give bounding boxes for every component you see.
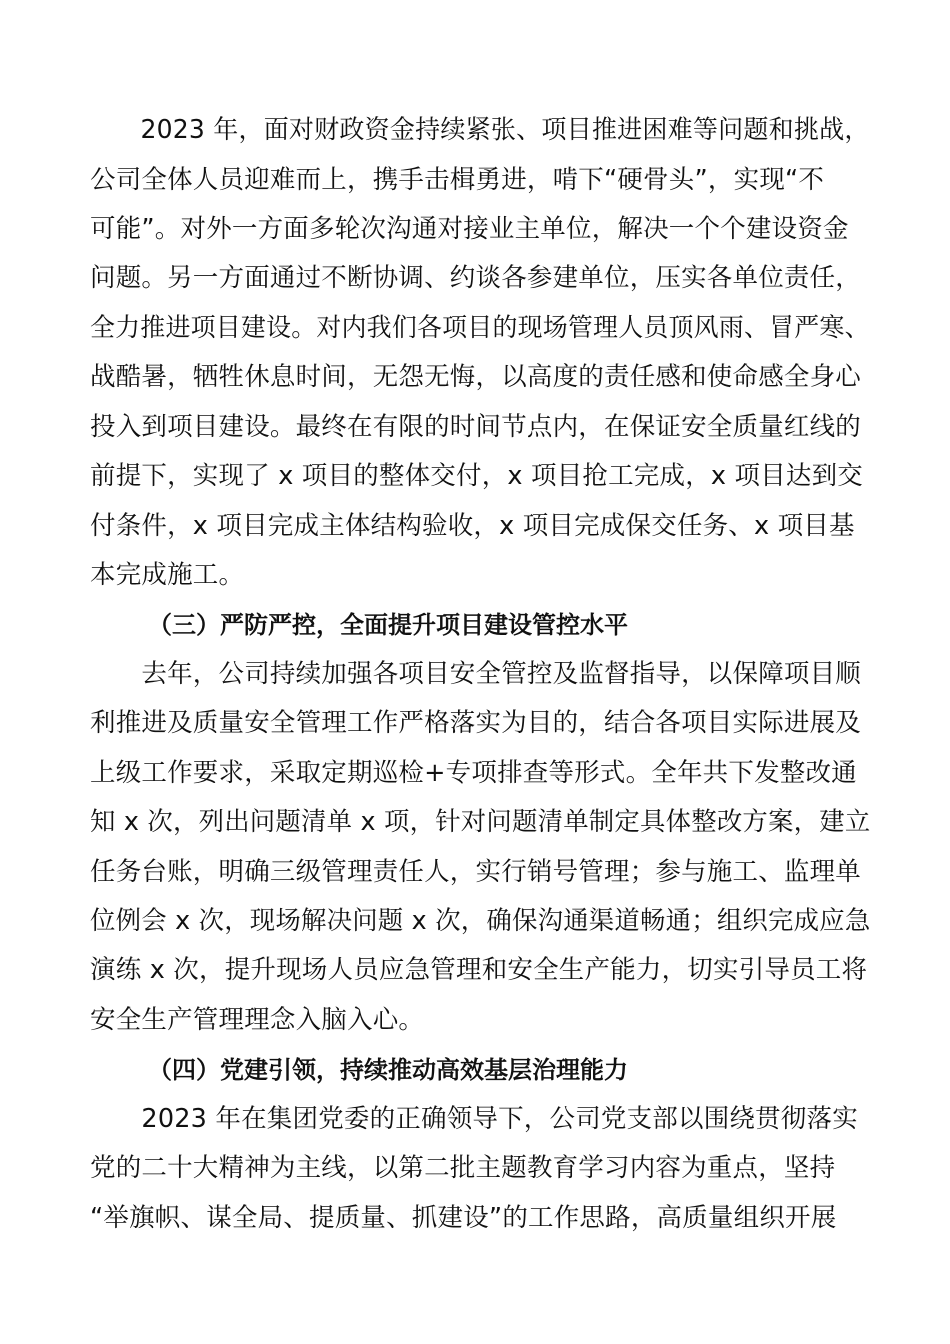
paragraph-line: 2023 年，面对财政资金持续紧张、项目推进困难等问题和挑战，: [90, 115, 870, 145]
section-heading-4: （四）党建引领，持续推动高效基层治理能力: [148, 1056, 628, 1084]
paragraph-line: 公司全体人员迎难而上，携手击楫勇进，啃下“硬骨头”，实现“不: [90, 165, 825, 195]
paragraph-line: “举旗帜、谋全局、提质量、抓建设”的工作思路，高质量组织开展: [90, 1203, 837, 1233]
paragraph-line: 可能”。对外一方面多轮次沟通对接业主单位，解决一个个建设资金: [90, 214, 849, 244]
paragraph-line: 安全生产管理理念入脑入心。: [90, 1005, 425, 1035]
paragraph-line: 位例会 x 次，现场解决问题 x 次，确保沟通渠道畅通；组织完成应急: [90, 906, 871, 936]
paragraph-line: 演练 x 次，提升现场人员应急管理和安全生产能力，切实引导员工将: [90, 955, 868, 985]
paragraph-line: 前提下，实现了 x 项目的整体交付，x 项目抢工完成，x 项目达到交: [90, 461, 863, 491]
paragraph-line: 上级工作要求，采取定期巡检+专项排查等形式。全年共下发整改通: [90, 758, 857, 788]
paragraph-line: 投入到项目建设。最终在有限的时间节点内，在保证安全质量红线的: [90, 412, 862, 442]
paragraph-line: 利推进及质量安全管理工作严格落实为目的，结合各项目实际进展及: [90, 708, 862, 738]
paragraph-line: 党的二十大精神为主线，以第二批主题教育学习内容为重点，坚持: [90, 1153, 836, 1183]
paragraph-line: 战酷暑，牺牲休息时间，无怨无悔，以高度的责任感和使命感全身心: [90, 362, 862, 392]
paragraph-line: 任务台账，明确三级管理责任人，实行销号管理；参与施工、监理单: [90, 857, 862, 887]
section-heading-3: （三）严防严控，全面提升项目建设管控水平: [148, 611, 628, 639]
paragraph-line: 全力推进项目建设。对内我们各项目的现场管理人员顶风雨、冒严寒、: [90, 313, 870, 343]
paragraph-line: 付条件，x 项目完成主体结构验收，x 项目完成保交任务、x 项目基: [90, 511, 855, 541]
paragraph-line: 2023 年在集团党委的正确领导下，公司党支部以围绕贯彻落实: [90, 1104, 858, 1134]
paragraph-line: 去年，公司持续加强各项目安全管控及监督指导，以保障项目顺: [90, 659, 862, 689]
paragraph-line: 知 x 次，列出问题清单 x 项，针对问题清单制定具体整改方案，建立: [90, 807, 871, 837]
paragraph-line: 问题。另一方面通过不断协调、约谈各参建单位，压实各单位责任，: [90, 263, 862, 293]
paragraph-line: 本完成施工。: [90, 560, 245, 590]
